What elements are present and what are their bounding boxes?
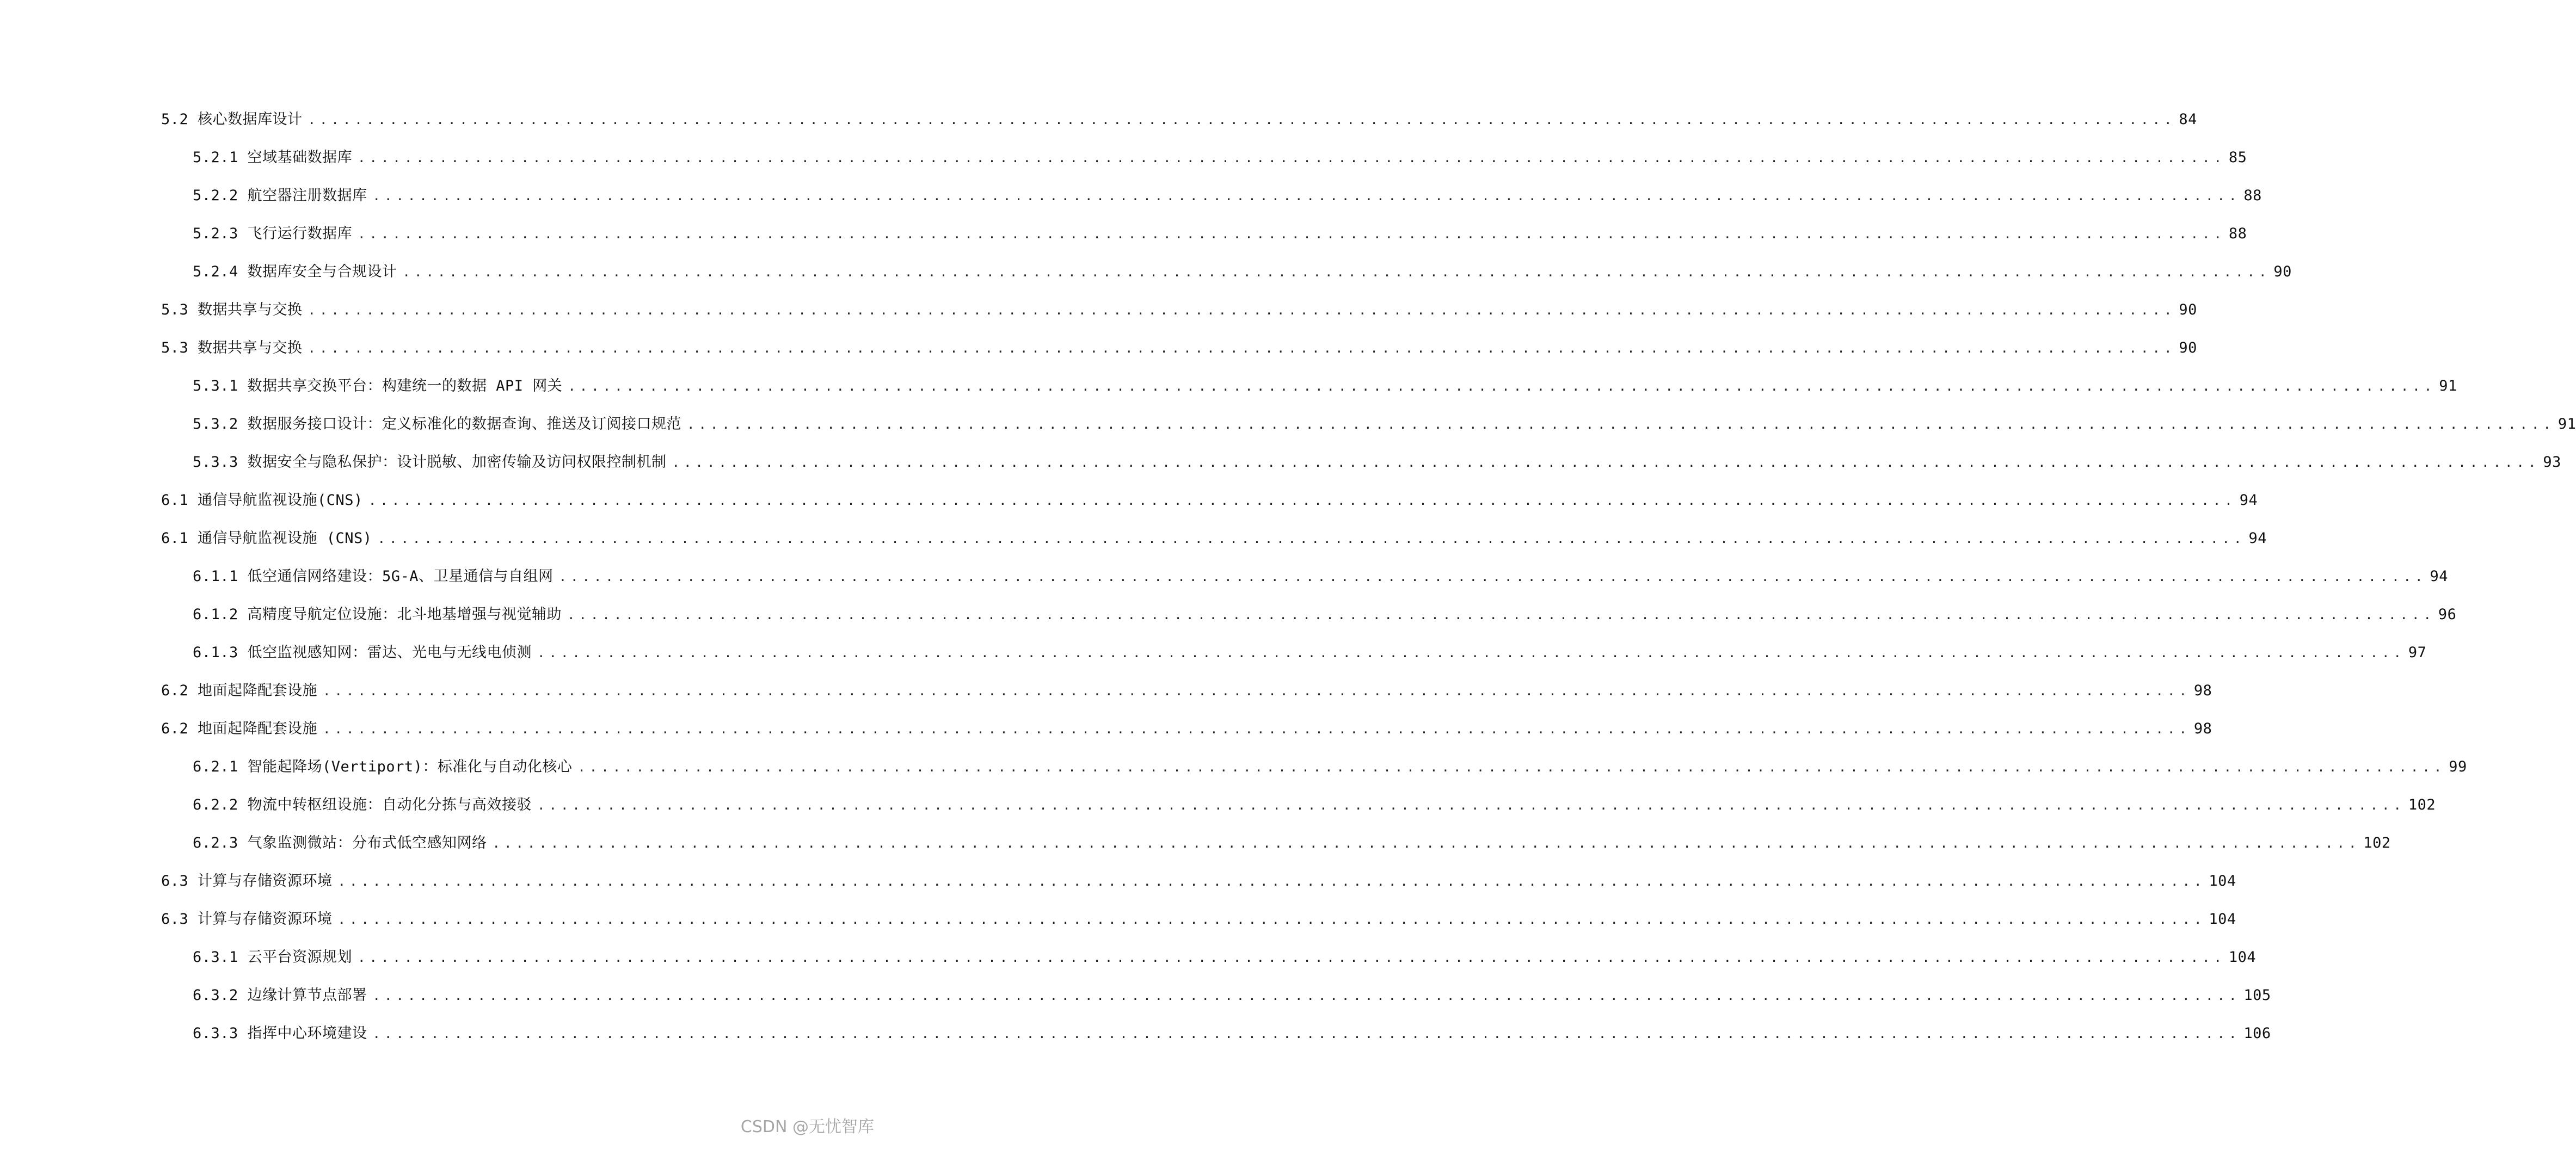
toc-entry[interactable]	[161, 634, 2427, 672]
toc-entry[interactable]	[161, 862, 2236, 900]
toc-entry-title: 5.3 数据共享与交换	[161, 339, 303, 356]
toc-dot-leader: ................................................................................................................................................................	[368, 493, 2236, 508]
toc-entry-title: 5.3.1 数据共享交换平台：构建统一的数据 API 网关	[193, 378, 563, 394]
toc-dot-leader: ................................................................................................................................................................	[577, 759, 2446, 775]
toc-dot-leader: ................................................................................................................................................................	[402, 264, 2271, 280]
table-of-contents	[161, 101, 2576, 1053]
toc-page-number: 88	[2243, 187, 2262, 204]
toc-entry[interactable]	[161, 748, 2467, 786]
toc-page-number: 94	[2239, 492, 2258, 509]
toc-page-number: 104	[2209, 911, 2236, 928]
toc-entry[interactable]	[161, 291, 2197, 329]
toc-entry-title: 6.1 通信导航监视设施(CNS)	[161, 492, 363, 509]
toc-entry-title: 6.3.2 边缘计算节点部署	[193, 987, 367, 1004]
toc-dot-leader: ................................................................................................................................................................	[337, 874, 2206, 889]
toc-entry[interactable]	[161, 938, 2257, 977]
toc-entry-title: 6.1 通信导航监视设施 (CNS)	[161, 530, 372, 547]
toc-entry[interactable]	[161, 101, 2197, 139]
toc-entry-title: 5.3.2 数据服务接口设计：定义标准化的数据查询、推送及订阅接口规范	[193, 416, 682, 433]
toc-page-number: 98	[2193, 682, 2212, 699]
csdn-watermark: CSDN @无忧智库	[740, 1117, 874, 1136]
toc-entry-title: 5.2 核心数据库设计	[161, 111, 303, 128]
toc-entry[interactable]	[161, 367, 2457, 405]
toc-page-number: 102	[2408, 796, 2436, 813]
toc-dot-leader: ................................................................................................................................................................	[672, 455, 2540, 470]
toc-entry[interactable]	[161, 710, 2212, 748]
toc-dot-leader: ................................................................................................................................................................	[308, 112, 2176, 127]
toc-page-number: 91	[2439, 378, 2457, 394]
toc-entry-title: 6.3 计算与存储资源环境	[161, 873, 333, 889]
toc-dot-leader: ................................................................................................................................................................	[372, 188, 2241, 203]
toc-page-number: 88	[2228, 225, 2247, 242]
toc-dot-leader: ................................................................................................................................................................	[308, 341, 2176, 356]
toc-dot-leader: ................................................................................................................................................................	[358, 950, 2225, 965]
toc-entry-title: 5.2.1 空域基础数据库	[193, 149, 353, 166]
toc-page-number: 90	[2179, 301, 2197, 318]
toc-entry-title: 5.2.2 航空器注册数据库	[193, 187, 367, 204]
toc-page-number: 104	[2209, 873, 2236, 889]
toc-page-number: 105	[2243, 987, 2271, 1004]
toc-entry-title: 6.1.3 低空监视感知网：雷达、光电与无线电侦测	[193, 644, 532, 661]
toc-entry[interactable]	[161, 558, 2448, 596]
toc-dot-leader: ................................................................................................................................................................	[537, 645, 2405, 660]
toc-page-number: 99	[2449, 758, 2467, 775]
toc-entry[interactable]	[161, 253, 2292, 291]
toc-entry[interactable]	[161, 481, 2258, 520]
toc-dot-leader: ................................................................................................................................................................	[358, 226, 2225, 242]
toc-entry[interactable]	[161, 405, 2576, 443]
toc-entry[interactable]	[161, 900, 2236, 938]
toc-dot-leader: ................................................................................................................................................................	[358, 150, 2225, 165]
toc-entry[interactable]	[161, 215, 2247, 253]
toc-entry[interactable]	[161, 596, 2457, 634]
toc-dot-leader: ................................................................................................................................................................	[558, 569, 2427, 584]
toc-dot-leader: ................................................................................................................................................................	[323, 721, 2191, 737]
toc-entry[interactable]	[161, 443, 2561, 481]
toc-entry[interactable]	[161, 672, 2212, 710]
toc-entry-title: 5.3.3 数据安全与隐私保护：设计脱敏、加密传输及访问权限控制机制	[193, 454, 667, 471]
toc-page-number: 91	[2557, 416, 2576, 433]
toc-entry-title: 6.2.3 气象监测微站：分布式低空感知网络	[193, 835, 487, 851]
toc-entry-title: 6.2 地面起降配套设施	[161, 682, 318, 699]
toc-page-number: 90	[2273, 263, 2292, 280]
toc-entry-title: 5.2.4 数据库安全与合规设计	[193, 263, 397, 280]
toc-dot-leader: ................................................................................................................................................................	[372, 1026, 2241, 1041]
toc-entry-title: 6.3.1 云平台资源规划	[193, 949, 353, 966]
toc-entry-title: 5.3 数据共享与交换	[161, 301, 303, 318]
toc-page-number: 102	[2363, 835, 2391, 851]
toc-entry-title: 6.1.1 低空通信网络建设：5G-A、卫星通信与自组网	[193, 568, 554, 585]
toc-dot-leader: ................................................................................................................................................................	[687, 417, 2555, 432]
toc-dot-leader: ................................................................................................................................................................	[372, 988, 2241, 1003]
toc-page-number: 96	[2438, 606, 2457, 623]
toc-dot-leader: ................................................................................................................................................................	[377, 531, 2246, 546]
toc-dot-leader: ................................................................................................................................................................	[568, 379, 2436, 394]
toc-page-number: 90	[2179, 339, 2197, 356]
toc-dot-leader: ................................................................................................................................................................	[323, 683, 2191, 699]
toc-dot-leader: ................................................................................................................................................................	[537, 798, 2405, 813]
toc-page-number: 94	[2430, 568, 2448, 585]
toc-dot-leader: ................................................................................................................................................................	[567, 607, 2435, 622]
toc-page-number: 93	[2543, 454, 2561, 471]
toc-entry-title: 6.2.2 物流中转枢纽设施：自动化分拣与高效接驳	[193, 796, 532, 813]
toc-page-number: 104	[2228, 949, 2257, 966]
toc-entry[interactable]	[161, 177, 2262, 215]
toc-entry[interactable]	[161, 977, 2271, 1015]
toc-page-number: 106	[2243, 1025, 2271, 1042]
toc-entry[interactable]	[161, 520, 2267, 558]
toc-entry[interactable]	[161, 1015, 2271, 1053]
toc-dot-leader: ................................................................................................................................................................	[308, 302, 2176, 318]
toc-entry-title: 6.3 计算与存储资源环境	[161, 911, 333, 928]
toc-entry[interactable]	[161, 786, 2436, 824]
toc-page-number: 84	[2179, 111, 2197, 128]
toc-dot-leader: ................................................................................................................................................................	[492, 836, 2360, 851]
toc-entry[interactable]	[161, 329, 2197, 367]
toc-entry[interactable]	[161, 824, 2391, 862]
toc-page-number: 85	[2228, 149, 2247, 166]
toc-page-number: 98	[2193, 720, 2212, 737]
toc-entry[interactable]	[161, 139, 2247, 177]
toc-entry-title: 6.2.1 智能起降场(Vertiport)：标准化与自动化核心	[193, 758, 573, 775]
toc-entry-title: 6.2 地面起降配套设施	[161, 720, 318, 737]
toc-entry-title: 6.3.3 指挥中心环境建设	[193, 1025, 367, 1042]
toc-entry-title: 6.1.2 高精度导航定位设施：北斗地基增强与视觉辅助	[193, 606, 562, 623]
toc-page-number: 97	[2408, 644, 2427, 661]
toc-page-number: 94	[2248, 530, 2267, 547]
toc-entry-title: 5.2.3 飞行运行数据库	[193, 225, 353, 242]
toc-dot-leader: ................................................................................................................................................................	[337, 912, 2206, 927]
